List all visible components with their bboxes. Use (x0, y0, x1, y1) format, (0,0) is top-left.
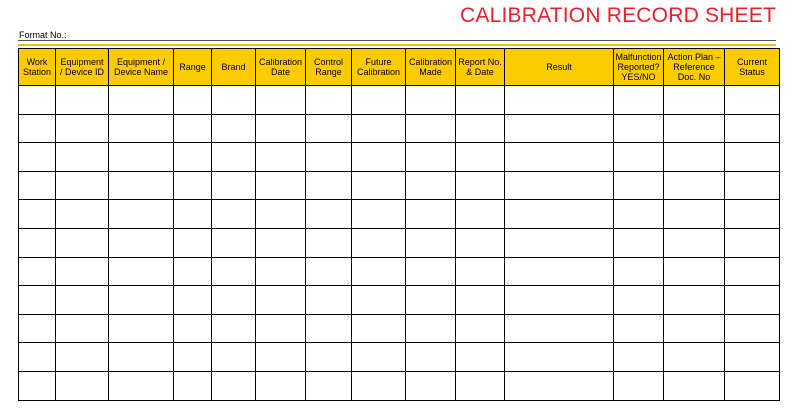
table-cell (505, 257, 614, 286)
col-result: Result (505, 49, 614, 86)
table-cell (109, 200, 174, 229)
table-cell (725, 143, 780, 172)
table-cell (352, 314, 406, 343)
table-cell (212, 257, 256, 286)
table-cell (109, 343, 174, 372)
table-cell (256, 343, 306, 372)
table-cell (352, 371, 406, 400)
table-cell (212, 286, 256, 315)
table-cell (174, 143, 212, 172)
table-cell (505, 371, 614, 400)
table-cell (19, 371, 56, 400)
table-cell (664, 257, 725, 286)
table-cell (256, 114, 306, 143)
table-cell (212, 314, 256, 343)
table-cell (505, 143, 614, 172)
table-cell (174, 86, 212, 115)
table-cell (456, 86, 505, 115)
table-cell (109, 257, 174, 286)
table-cell (306, 286, 352, 315)
table-cell (352, 343, 406, 372)
table-cell (56, 114, 109, 143)
table-cell (614, 343, 664, 372)
col-range: Range (174, 49, 212, 86)
table-cell (456, 143, 505, 172)
table-cell (614, 143, 664, 172)
table-cell (56, 343, 109, 372)
table-row (19, 171, 780, 200)
table-cell (456, 228, 505, 257)
table-cell (174, 114, 212, 143)
table-cell (109, 86, 174, 115)
table-cell (456, 343, 505, 372)
table-cell (56, 171, 109, 200)
table-cell (19, 257, 56, 286)
table-cell (725, 114, 780, 143)
table-cell (725, 228, 780, 257)
table-cell (406, 286, 456, 315)
table-cell (614, 257, 664, 286)
table-row (19, 314, 780, 343)
table-cell (352, 257, 406, 286)
table-row (19, 143, 780, 172)
table-cell (306, 343, 352, 372)
table-cell (256, 228, 306, 257)
table-cell (109, 143, 174, 172)
calibration-table (18, 48, 780, 401)
table-cell (614, 86, 664, 115)
table-cell (725, 314, 780, 343)
table-cell (56, 228, 109, 257)
col-current-status: Current Status (725, 49, 780, 86)
table-cell (306, 171, 352, 200)
table-cell (406, 143, 456, 172)
table-cell (614, 114, 664, 143)
table-cell (406, 343, 456, 372)
table-cell (352, 143, 406, 172)
table-cell (212, 171, 256, 200)
col-equipment-id: Equipment / Device ID (56, 49, 109, 86)
table-cell (174, 314, 212, 343)
table-cell (352, 171, 406, 200)
table-cell (19, 200, 56, 229)
table-row (19, 86, 780, 115)
col-calibration-date: Calibration Date (256, 49, 306, 86)
table-cell (212, 228, 256, 257)
table-cell (109, 171, 174, 200)
table-cell (19, 114, 56, 143)
table-cell (56, 371, 109, 400)
table-row (19, 114, 780, 143)
table-row (19, 200, 780, 229)
table-cell (614, 314, 664, 343)
table-cell (256, 314, 306, 343)
table-cell (664, 343, 725, 372)
table-cell (19, 86, 56, 115)
table-cell (725, 371, 780, 400)
table-cell (725, 86, 780, 115)
table-cell (174, 343, 212, 372)
table-cell (725, 171, 780, 200)
table-cell (174, 286, 212, 315)
table-cell (212, 371, 256, 400)
table-cell (614, 171, 664, 200)
table-cell (19, 143, 56, 172)
table-cell (352, 228, 406, 257)
table-row (19, 371, 780, 400)
table-cell (352, 114, 406, 143)
table-cell (664, 200, 725, 229)
table-cell (174, 171, 212, 200)
table-cell (456, 371, 505, 400)
table-cell (306, 143, 352, 172)
table-cell (352, 86, 406, 115)
table-cell (306, 314, 352, 343)
table-cell (174, 228, 212, 257)
table-cell (505, 114, 614, 143)
col-equipment-name: Equipment / Device Name (109, 49, 174, 86)
col-future-calibration: Future Calibration (352, 49, 406, 86)
table-cell (456, 314, 505, 343)
table-cell (109, 371, 174, 400)
table-cell (456, 114, 505, 143)
col-calibration-made: Calibration Made (406, 49, 456, 86)
table-cell (456, 286, 505, 315)
table-cell (174, 371, 212, 400)
col-action-plan: Action Plan – Reference Doc. No (664, 49, 725, 86)
table-cell (19, 228, 56, 257)
table-cell (256, 86, 306, 115)
table-cell (664, 286, 725, 315)
table-cell (19, 171, 56, 200)
table-row (19, 257, 780, 286)
table-cell (406, 171, 456, 200)
table-cell (19, 343, 56, 372)
header-row (19, 49, 780, 86)
col-work-station: Work Station (19, 49, 56, 86)
col-control-range: Control Range (306, 49, 352, 86)
table-cell (664, 171, 725, 200)
table-cell (109, 314, 174, 343)
table-row (19, 343, 780, 372)
table-cell (306, 86, 352, 115)
table-cell (725, 286, 780, 315)
col-malfunction-reported: Malfunction Reported? YES/NO (614, 49, 664, 86)
table-cell (614, 371, 664, 400)
table-cell (456, 171, 505, 200)
table-cell (256, 371, 306, 400)
table-row (19, 228, 780, 257)
table-cell (614, 286, 664, 315)
table-cell (56, 286, 109, 315)
table-cell (56, 200, 109, 229)
table-cell (614, 200, 664, 229)
table-cell (256, 200, 306, 229)
table-cell (505, 228, 614, 257)
table-cell (664, 228, 725, 257)
table-cell (109, 286, 174, 315)
table-cell (664, 371, 725, 400)
table-cell (406, 114, 456, 143)
table-cell (406, 257, 456, 286)
table-cell (725, 200, 780, 229)
table-cell (456, 200, 505, 229)
table-cell (256, 286, 306, 315)
table-cell (505, 314, 614, 343)
table-cell (56, 143, 109, 172)
table-cell (406, 86, 456, 115)
table-cell (174, 257, 212, 286)
table-cell (505, 86, 614, 115)
table-cell (664, 86, 725, 115)
table-cell (56, 86, 109, 115)
table-cell (456, 257, 505, 286)
table-cell (505, 171, 614, 200)
table-cell (505, 286, 614, 315)
format-number-label: Format No.: (19, 30, 67, 40)
table-cell (19, 314, 56, 343)
table-cell (406, 228, 456, 257)
table-cell (109, 228, 174, 257)
table-cell (306, 200, 352, 229)
table-cell (56, 257, 109, 286)
table-cell (664, 143, 725, 172)
page-title: CALIBRATION RECORD SHEET (460, 4, 776, 27)
table-cell (212, 114, 256, 143)
table-cell (352, 286, 406, 315)
table-cell (664, 314, 725, 343)
table-cell (664, 114, 725, 143)
table-cell (174, 200, 212, 229)
table-cell (614, 228, 664, 257)
table-cell (109, 114, 174, 143)
divider-line (18, 40, 776, 41)
table-row (19, 286, 780, 315)
table-cell (306, 228, 352, 257)
table-cell (505, 200, 614, 229)
table-cell (212, 86, 256, 115)
table-cell (56, 314, 109, 343)
table-cell (212, 200, 256, 229)
table-cell (406, 200, 456, 229)
table-cell (256, 143, 306, 172)
table-cell (352, 200, 406, 229)
divider-accent (18, 44, 776, 46)
table-cell (306, 114, 352, 143)
col-report-no-date: Report No. & Date (456, 49, 505, 86)
table-cell (212, 343, 256, 372)
table-cell (256, 257, 306, 286)
table-cell (212, 143, 256, 172)
table-cell (505, 343, 614, 372)
table-cell (725, 257, 780, 286)
table-cell (725, 343, 780, 372)
table-cell (406, 371, 456, 400)
table-cell (306, 371, 352, 400)
table-cell (256, 171, 306, 200)
table-cell (406, 314, 456, 343)
table-cell (306, 257, 352, 286)
table-cell (19, 286, 56, 315)
col-brand: Brand (212, 49, 256, 86)
